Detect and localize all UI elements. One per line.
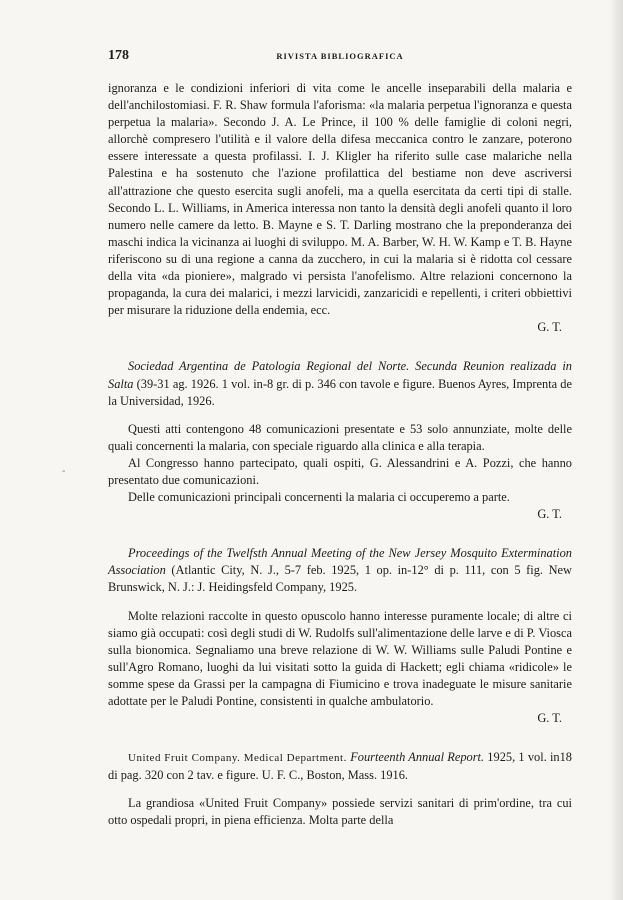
review2-paragraph-3: Delle comunicazioni principali concernenti la malaria ci occuperemo a parte. — [128, 490, 510, 505]
review1-signature: G. T. — [537, 320, 562, 335]
review1-text: ignoranza e le condizioni inferiori di vita come le ancelle inseparabili della malaria e dell'anchilostomiasi. F. R. Shaw formula l'aforisma: «la malaria perpetua l'ignoranza e questa perpetua la malaria». Secondo J. A. Le Prince, il 100 % delle famiglie di coloni negri, allorchè compresero l'utilità e il valore della difesa meccanica contro le zanzare, poterono essere interessate a questa profilassi. I. J. Kligler ha riferito sulle case malariche nella Palestina e ha sostenuto che l'azione profilattica del bestiame non deve ascriversi all'attrazione che questo esercita sugli anofeli, ma a quella esercitata da certi tipi di stalle. Secondo L. L. Williams, in America interessa non tanto la densità degli anofeli quanto il loro numero nelle camere da letto. B. Mayne e S. T. Darling mostrano che la preponderanza dei maschi indica la vicinanza ai luoghi di sviluppo. M. A. Barber, W. H. W. Kamp e T. B. Hayne riferiscono su di una regione a canna da zucchero, in cui la malaria si è ridotta col cessare della vita «da pioniere», malgrado vi persista l'anofelismo. Altre relazioni concernono la propaganda, la cura dei malarici, i mezzi larvicidi, zanzaricidi e repellenti, i criteri obbiettivi per misurare la riduzione della endemia, ecc. — [108, 81, 572, 318]
review3-paragraph: Molte relazioni raccolte in questo opuscolo hanno interesse puramente locale; di altre ci siamo già occupati: così degli studi di W. Rudolfs sull'alimentazione delle larve e di P. Viosca sulla bionomica. Segnaliamo una breve relazione di W. W. Williams sulle Paludi Pontine e sull'Agro Romano, luoghi da lui visitati sotto la guida di Hackett; egli chiama «ridicole» le somme spese da Grassi per la campagna di Fiumicino e trova inadeguate le misure sanitarie adottate per le Paludi Pontine, consistenti in qualche ambulatorio. — [108, 608, 572, 708]
review3-signature: G. T. — [537, 711, 562, 726]
review3-citation-title: Proceedings of the Twelfsth Annual Meeting of the New Jersey Mosquito Extermination Association — [108, 546, 572, 578]
page-body — [108, 80, 572, 830]
review4-citation-title: Fourteenth Annual Report. — [350, 750, 485, 765]
review2-paragraph-1: Questi atti contengono 48 comunicazioni presentate e 53 solo annunziate, molte delle quali concernenti la malaria, con speciale riguardo alla clinica e alla terapia. — [108, 421, 572, 453]
review2-signature: G. T. — [537, 507, 562, 522]
page-header — [108, 48, 572, 66]
review3-citation — [108, 545, 572, 596]
margin-mark: - — [62, 466, 66, 477]
review4-citation-org: United Fruit Company. Medical Department. — [128, 752, 351, 765]
review2-paragraph-2: Al Congresso hanno partecipato, quali ospiti, G. Alessandrini e A. Pozzi, che hanno presentato due comunicazioni. — [108, 455, 572, 487]
review4-paragraph: La grandiosa «United Fruit Company» possiede servizi sanitari di prim'ordine, tra cui otto ospedali propri, in piena efficienza. Molta parte della — [108, 796, 572, 828]
review4-citation — [108, 749, 572, 784]
running-title: RIVISTA BIBLIOGRAFICA — [276, 51, 404, 61]
review2-citation-title: Sociedad Argentina de Patologia Regional del Norte. Secunda Reunion realizada in Salta — [108, 359, 572, 391]
page-number: 178 — [108, 48, 129, 63]
review2-citation-details: (39-31 ag. 1926. 1 vol. in-8 gr. di p. 346 con tavole e figure. Buenos Ayres, Imprenta de la Universidad, 1926. — [108, 376, 572, 408]
review2-citation — [108, 358, 572, 409]
page-edge-shadow — [609, 0, 623, 900]
review3-citation-details: (Atlantic City, N. J., 5-7 feb. 1925, 1 op. in-12° di p. 111, con 5 fig. New Brunswick, N. J.: J. Heidingsfeld Company, 1925. — [108, 563, 572, 595]
review4-citation-details: 1925, 1 vol. in18 di pag. 320 con 2 tav. e figure. U. F. C., Boston, Mass. 1916. — [108, 750, 572, 783]
